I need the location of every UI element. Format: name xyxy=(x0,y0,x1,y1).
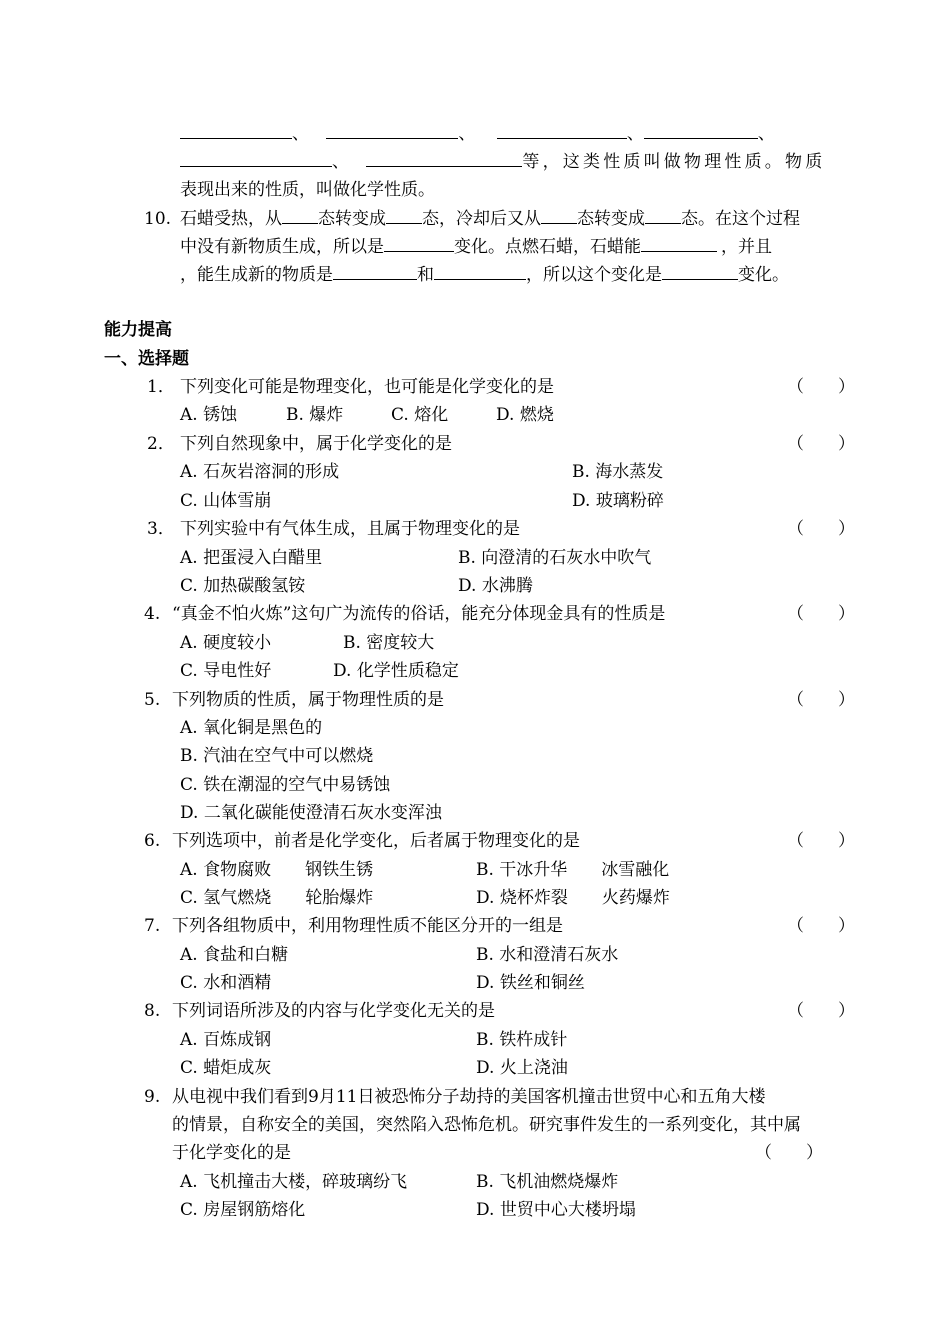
option[interactable]: A. 把蛋浸入白醋里 xyxy=(180,548,323,568)
question-stem-line: 的情景，自称安全的美国，突然陷入恐怖危机。研究事件发生的一系列变化，其中属 xyxy=(172,1115,801,1135)
blank[interactable] xyxy=(641,233,717,252)
q10-text: ，能生成新的物质是 xyxy=(180,265,333,285)
question-number: 2． xyxy=(147,434,175,454)
q10-text: ，所以这个变化是 xyxy=(526,265,662,285)
option[interactable]: A. 食物腐败 钢铁生锈 xyxy=(180,860,374,880)
option[interactable]: D. 二氧化碳能使澄清石灰水变浑浊 xyxy=(180,803,442,823)
blank[interactable] xyxy=(282,205,318,224)
separator: 、 xyxy=(292,124,309,144)
option[interactable]: B. 爆炸 xyxy=(286,405,344,425)
option[interactable]: C. 蜡炬成灰 xyxy=(180,1058,272,1078)
question-number: 3． xyxy=(147,519,175,539)
question-number: 6. xyxy=(144,831,161,851)
question-stem: 下列各组物质中，利用物理性质不能区分开的一组是 xyxy=(172,916,563,936)
separator: 、 xyxy=(458,124,476,144)
option[interactable]: C. 山体雪崩 xyxy=(180,491,272,511)
q10-text: ，并且 xyxy=(721,237,772,257)
blank[interactable] xyxy=(386,205,422,224)
answer-paren[interactable]: （ ） xyxy=(787,604,855,624)
q10-line-2 xyxy=(180,233,772,261)
option[interactable]: C. 铁在潮湿的空气中易锈蚀 xyxy=(180,775,391,795)
blank[interactable] xyxy=(497,120,627,139)
separator: 、 xyxy=(757,124,775,144)
question-number: 8. xyxy=(144,1001,161,1021)
question-number: 5. xyxy=(144,690,161,710)
q10-line-1 xyxy=(180,205,800,233)
option[interactable]: B. 向澄清的石灰水中吹气 xyxy=(458,548,652,568)
blank[interactable] xyxy=(644,120,758,139)
option[interactable]: B. 海水蒸发 xyxy=(572,462,664,482)
answer-paren[interactable]: （ ） xyxy=(787,377,855,397)
separator: 、 xyxy=(626,124,644,144)
q10-text: 态转变成 xyxy=(577,209,645,229)
option[interactable]: D. 玻璃粉碎 xyxy=(572,491,664,511)
option[interactable]: D. 化学性质稳定 xyxy=(333,661,459,681)
option[interactable]: C. 导电性好 xyxy=(180,661,272,681)
answer-paren[interactable]: （ ） xyxy=(787,916,855,936)
option[interactable]: A. 锈蚀 xyxy=(180,405,238,425)
blank[interactable] xyxy=(180,120,292,139)
question-number: 7. xyxy=(144,916,161,936)
option[interactable]: A. 飞机撞击大楼，碎玻璃纷飞 xyxy=(180,1172,408,1192)
section-title: 能力提高 xyxy=(104,320,172,340)
blank[interactable] xyxy=(366,148,522,167)
option[interactable]: B. 水和澄清石灰水 xyxy=(476,945,619,965)
question-stem: 下列自然现象中，属于化学变化的是 xyxy=(180,434,452,454)
answer-paren[interactable]: （ ） xyxy=(787,434,855,454)
line-3: 表现出来的性质，叫做化学性质。 xyxy=(180,180,435,200)
question-stem: 下列变化可能是物理变化，也可能是化学变化的是 xyxy=(180,377,554,397)
answer-paren[interactable]: （ ） xyxy=(787,831,855,851)
option[interactable]: D. 水沸腾 xyxy=(458,576,533,596)
option[interactable]: C. 氢气燃烧 轮胎爆炸 xyxy=(180,888,374,908)
question-stem-line: 从电视中我们看到9月11日被恐怖分子劫持的美国客机撞击世贸中心和五角大楼 xyxy=(172,1087,766,1107)
question-number: 1． xyxy=(147,377,175,397)
option[interactable]: B. 干冰升华 冰雪融化 xyxy=(476,860,670,880)
option[interactable]: D. 铁丝和铜丝 xyxy=(476,973,585,993)
answer-paren[interactable]: （ ） xyxy=(787,690,855,710)
option[interactable]: B. 汽油在空气中可以燃烧 xyxy=(180,746,374,766)
question-stem-line: 于化学变化的是 xyxy=(172,1143,291,1163)
question-stem: 下列实验中有气体生成，且属于物理变化的是 xyxy=(180,519,520,539)
option[interactable]: D. 火上浇油 xyxy=(476,1058,568,1078)
q10-text: 态，冷却后又从 xyxy=(422,209,541,229)
answer-paren[interactable]: （ ） xyxy=(755,1143,823,1163)
question-stem: 下列词语所涉及的内容与化学变化无关的是 xyxy=(172,1001,495,1021)
answer-paren[interactable]: （ ） xyxy=(787,519,855,539)
blank[interactable] xyxy=(384,233,454,252)
blank[interactable] xyxy=(645,205,681,224)
option[interactable]: C. 水和酒精 xyxy=(180,973,272,993)
q10-text: 中没有新物质生成，所以是 xyxy=(180,237,384,257)
blank[interactable] xyxy=(541,205,577,224)
q10-number: 10. xyxy=(144,209,172,229)
blank[interactable] xyxy=(434,261,526,280)
option[interactable]: C. 熔化 xyxy=(391,405,449,425)
blank[interactable] xyxy=(180,148,332,167)
option[interactable]: A. 食盐和白糖 xyxy=(180,945,289,965)
option[interactable]: C. 加热碳酸氢铵 xyxy=(180,576,306,596)
question-stem: “真金不怕火炼”这句广为流传的俗话，能充分体现金具有的性质是 xyxy=(172,604,666,624)
option[interactable]: D. 烧杯炸裂 火药爆炸 xyxy=(476,888,670,908)
question-stem: 下列物质的性质，属于物理性质的是 xyxy=(172,690,444,710)
q10-line-3 xyxy=(180,261,789,289)
question-number: 4. xyxy=(144,604,161,624)
q10-text: 变化。 xyxy=(738,265,789,285)
option[interactable]: D. 世贸中心大楼坍塌 xyxy=(476,1200,636,1220)
blank[interactable] xyxy=(333,261,417,280)
option[interactable]: C. 房屋钢筋熔化 xyxy=(180,1200,306,1220)
question-number: 9. xyxy=(144,1087,161,1107)
answer-paren[interactable]: （ ） xyxy=(787,1001,855,1021)
option[interactable]: A. 百炼成钢 xyxy=(180,1030,272,1050)
blank[interactable] xyxy=(326,120,458,139)
separator: 、 xyxy=(332,152,349,172)
option[interactable]: A. 石灰岩溶洞的形成 xyxy=(180,462,340,482)
question-stem: 下列选项中，前者是化学变化，后者属于物理变化的是 xyxy=(172,831,580,851)
option[interactable]: B. 飞机油燃烧爆炸 xyxy=(476,1172,619,1192)
q10-text: 石蜡受热，从 xyxy=(180,209,282,229)
option[interactable]: B. 铁杵成针 xyxy=(476,1030,568,1050)
line2-tail: 等，这类性质叫做物理性质。物质 xyxy=(522,152,826,172)
option[interactable]: B. 密度较大 xyxy=(343,633,435,653)
option[interactable]: A. 硬度较小 xyxy=(180,633,272,653)
q10-text: 变化。点燃石蜡，石蜡能 xyxy=(454,237,641,257)
q10-text: 态。在这个过程 xyxy=(681,209,800,229)
q10-text: 和 xyxy=(417,265,434,285)
section-subtitle: 一、选择题 xyxy=(104,349,189,369)
option[interactable]: A. 氧化铜是黑色的 xyxy=(180,718,323,738)
option[interactable]: D. 燃烧 xyxy=(496,405,554,425)
blank[interactable] xyxy=(662,261,738,280)
q10-text: 态转变成 xyxy=(318,209,386,229)
blank-line-2 xyxy=(180,148,825,176)
blank-line-1 xyxy=(180,120,775,148)
